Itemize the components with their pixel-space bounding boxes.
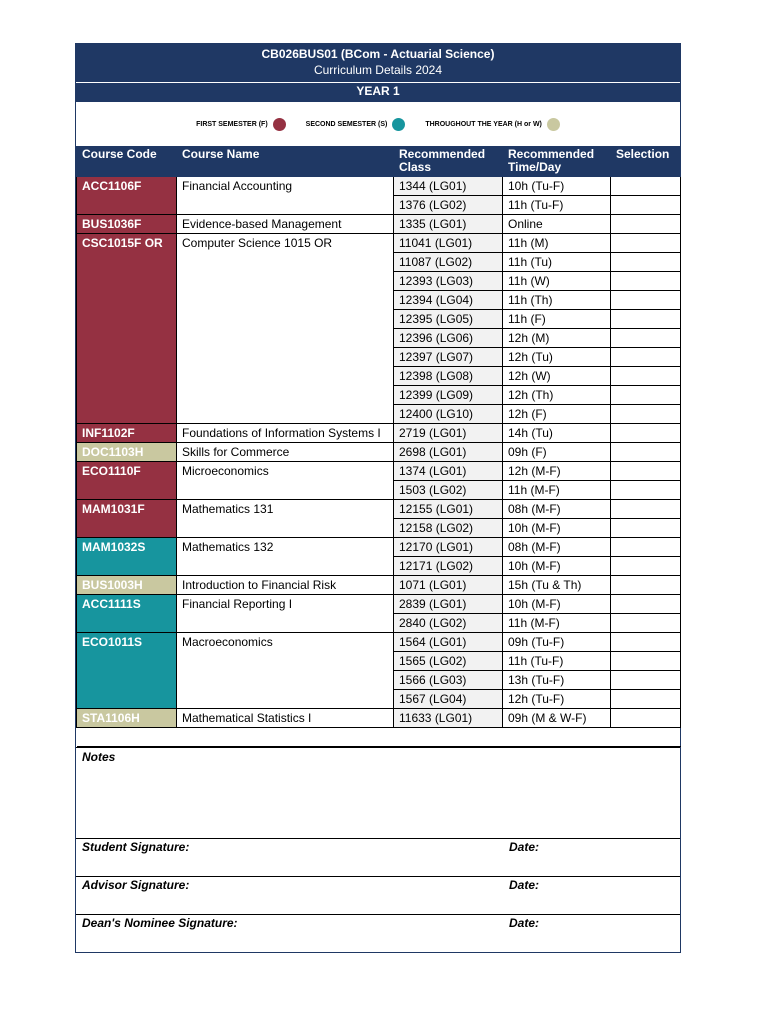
recommended-time: 08h (M-F) [503,500,611,519]
course-session-row [77,709,681,728]
selection-checkbox[interactable] [611,253,681,272]
col-selection: Selection [611,147,681,177]
col-recommended-time: Recommended Time/Day [503,147,611,177]
recommended-class: 11087 (LG02) [394,253,503,272]
throughout-year-dot-icon [547,118,560,131]
legend-first-semester [196,118,286,131]
selection-checkbox[interactable] [611,272,681,291]
recommended-time: 08h (M-F) [503,538,611,557]
advisor-signature-label: Advisor Signature: [82,878,190,892]
selection-checkbox[interactable] [611,177,681,196]
semester-legend [76,101,680,146]
selection-checkbox[interactable] [611,196,681,215]
course-code: ECO1011S [77,633,177,709]
recommended-time: 12h (W) [503,367,611,386]
selection-checkbox[interactable] [611,291,681,310]
col-course-code: Course Code [77,147,177,177]
recommended-time: 10h (M-F) [503,519,611,538]
curriculum-form [75,43,681,953]
recommended-class: 2719 (LG01) [394,424,503,443]
advisor-signature-row[interactable] [76,876,680,914]
course-code: BUS1036F [77,215,177,234]
first-semester-dot-icon [273,118,286,131]
selection-checkbox[interactable] [611,443,681,462]
recommended-class: 1567 (LG04) [394,690,503,709]
notes-section[interactable] [76,747,680,838]
selection-checkbox[interactable] [611,310,681,329]
selection-checkbox[interactable] [611,595,681,614]
legend-label: FIRST SEMESTER (F) [196,120,268,128]
page-subtitle: Curriculum Details 2024 [313,63,443,77]
recommended-time: 11h (M-F) [503,481,611,500]
selection-checkbox[interactable] [611,576,681,595]
col-course-name: Course Name [177,147,394,177]
selection-checkbox[interactable] [611,348,681,367]
course-name: Mathematics 132 [177,538,394,576]
course-session-row [77,443,681,462]
course-session-row [77,500,681,519]
course-session-row [77,462,681,481]
recommended-class: 1376 (LG02) [394,196,503,215]
recommended-time: 11h (Th) [503,291,611,310]
legend-label: THROUGHOUT THE YEAR (H or W) [425,120,542,128]
legend-label: SECOND SEMESTER (S) [305,120,388,128]
recommended-class: 1374 (LG01) [394,462,503,481]
course-code: STA1106H [77,709,177,728]
course-session-row [77,595,681,614]
recommended-time: 12h (M-F) [503,462,611,481]
recommended-class: 1071 (LG01) [394,576,503,595]
recommended-time: 12h (M) [503,329,611,348]
recommended-time: 12h (F) [503,405,611,424]
recommended-time: 09h (M & W-F) [503,709,611,728]
course-name: Evidence-based Management [177,215,394,234]
recommended-class: 12393 (LG03) [394,272,503,291]
course-session-row [77,177,681,196]
selection-checkbox[interactable] [611,652,681,671]
course-name: Skills for Commerce [177,443,394,462]
recommended-time: 11h (Tu-F) [503,652,611,671]
recommended-class: 2839 (LG01) [394,595,503,614]
recommended-class: 12158 (LG02) [394,519,503,538]
selection-checkbox[interactable] [611,614,681,633]
course-name: Macroeconomics [177,633,394,709]
recommended-class: 12155 (LG01) [394,500,503,519]
course-code: MAM1032S [77,538,177,576]
recommended-class: 11633 (LG01) [394,709,503,728]
course-name: Foundations of Information Systems I [177,424,394,443]
course-code: CSC1015F OR [77,234,177,424]
recommended-time: 14h (Tu) [503,424,611,443]
course-name: Microeconomics [177,462,394,500]
recommended-time: 10h (M-F) [503,557,611,576]
recommended-class: 1566 (LG03) [394,671,503,690]
deans-nominee-signature-row[interactable] [76,914,680,952]
second-semester-dot-icon [392,118,405,131]
recommended-class: 12398 (LG08) [394,367,503,386]
selection-checkbox[interactable] [611,500,681,519]
recommended-time: 11h (W) [503,272,611,291]
selection-checkbox[interactable] [611,538,681,557]
student-signature-row[interactable] [76,838,680,876]
course-name: Mathematical Statistics I [177,709,394,728]
selection-checkbox[interactable] [611,386,681,405]
recommended-time: 11h (F) [503,310,611,329]
student-date-label: Date: [509,840,540,854]
recommended-class: 12400 (LG10) [394,405,503,424]
course-code: ACC1111S [77,595,177,633]
recommended-class: 12395 (LG05) [394,310,503,329]
recommended-time: 12h (Tu-F) [503,690,611,709]
recommended-class: 1335 (LG01) [394,215,503,234]
course-session-row [77,576,681,595]
student-signature-label: Student Signature: [82,840,190,854]
course-code: ACC1106F [77,177,177,215]
course-code: BUS1003H [77,576,177,595]
course-session-row [77,633,681,652]
selection-checkbox[interactable] [611,481,681,500]
recommended-class: 12171 (LG02) [394,557,503,576]
selection-checkbox[interactable] [611,462,681,481]
selection-checkbox[interactable] [611,557,681,576]
course-code: ECO1110F [77,462,177,500]
recommended-class: 1503 (LG02) [394,481,503,500]
recommended-time: 12h (Th) [503,386,611,405]
course-name: Financial Accounting [177,177,394,215]
course-table-body [77,177,681,728]
course-name: Computer Science 1015 OR [177,234,394,424]
course-table [76,146,681,747]
col-recommended-class: Recommended Class [394,147,503,177]
course-session-row [77,234,681,253]
advisor-date-label: Date: [509,878,540,892]
selection-checkbox[interactable] [611,367,681,386]
recommended-class: 12397 (LG07) [394,348,503,367]
selection-checkbox[interactable] [611,709,681,728]
course-name: Mathematics 131 [177,500,394,538]
recommended-time: Online [503,215,611,234]
recommended-time: 09h (F) [503,443,611,462]
selection-checkbox[interactable] [611,329,681,348]
legend-second-semester [306,118,406,131]
selection-checkbox[interactable] [611,633,681,652]
recommended-class: 1344 (LG01) [394,177,503,196]
selection-checkbox[interactable] [611,234,681,253]
recommended-class: 12399 (LG09) [394,386,503,405]
recommended-class: 1565 (LG02) [394,652,503,671]
recommended-class: 12170 (LG01) [394,538,503,557]
recommended-time: 11h (M-F) [503,614,611,633]
recommended-class: 2698 (LG01) [394,443,503,462]
recommended-time: 10h (Tu-F) [503,177,611,196]
course-session-row [77,538,681,557]
selection-checkbox[interactable] [611,215,681,234]
course-session-row [77,215,681,234]
course-name: Introduction to Financial Risk [177,576,394,595]
recommended-time: 11h (M) [503,234,611,253]
recommended-class: 11041 (LG01) [394,234,503,253]
course-code: MAM1031F [77,500,177,538]
year-heading: YEAR 1 [76,82,680,101]
deans-nominee-signature-label: Dean's Nominee Signature: [82,916,238,930]
recommended-class: 2840 (LG02) [394,614,503,633]
selection-checkbox[interactable] [611,690,681,709]
recommended-time: 11h (Tu) [503,253,611,272]
page-title: CB026BUS01 (BCom - Actuarial Science) [261,47,495,61]
blank-cell [77,728,681,747]
recommended-time: 13h (Tu-F) [503,671,611,690]
recommended-class: 1564 (LG01) [394,633,503,652]
form-header [76,44,680,82]
selection-checkbox[interactable] [611,519,681,538]
recommended-class: 12394 (LG04) [394,291,503,310]
course-code: DOC1103H [77,443,177,462]
selection-checkbox[interactable] [611,671,681,690]
deans-nominee-date-label: Date: [509,916,540,930]
course-code: INF1102F [77,424,177,443]
recommended-time: 10h (M-F) [503,595,611,614]
legend-throughout-year [425,118,560,131]
table-header-row [77,147,681,177]
blank-row [77,728,681,747]
recommended-time: 11h (Tu-F) [503,196,611,215]
recommended-time: 12h (Tu) [503,348,611,367]
recommended-class: 12396 (LG06) [394,329,503,348]
selection-checkbox[interactable] [611,405,681,424]
recommended-time: 09h (Tu-F) [503,633,611,652]
course-session-row [77,424,681,443]
course-name: Financial Reporting I [177,595,394,633]
recommended-time: 15h (Tu & Th) [503,576,611,595]
selection-checkbox[interactable] [611,424,681,443]
notes-label: Notes [82,750,116,764]
